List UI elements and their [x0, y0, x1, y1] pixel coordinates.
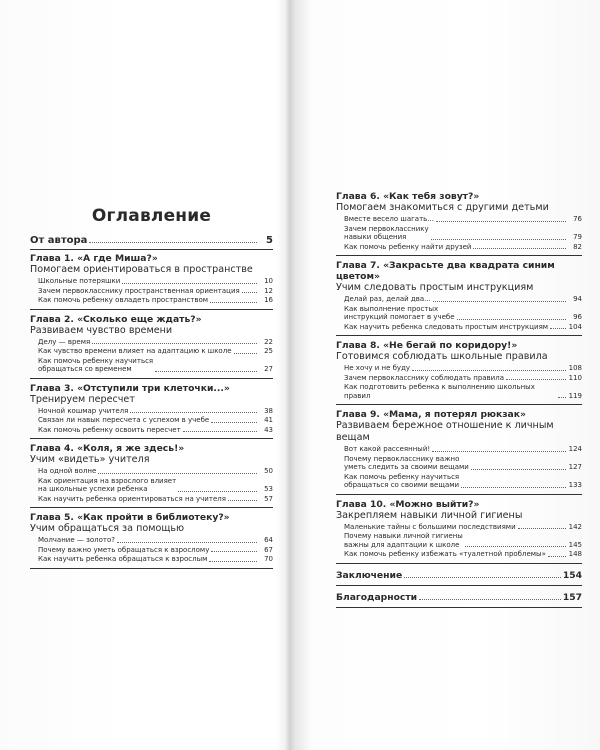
dot-leader	[89, 242, 257, 243]
chapter-subtitle: Помогаем ориентироваться в пространстве	[30, 264, 253, 275]
chapter-subtitle: Закрепляем навыки личной гигиены	[336, 509, 523, 521]
toc-entry	[336, 455, 582, 472]
toc-entry	[30, 347, 273, 356]
chapter-block	[30, 443, 273, 508]
entry-title: Делу — время	[38, 337, 91, 346]
chapter-block	[30, 383, 273, 440]
page-number: 16	[264, 296, 273, 304]
chapter-subtitle: Развиваем бережное отношение к личным вещам	[336, 420, 554, 443]
toc-entry	[336, 305, 582, 322]
chapter-title: Глава 9. «Мама, я потерял рюкзак»	[336, 409, 526, 420]
chapter-title: Глава 5. «Как пройти в библиотеку?»	[30, 512, 230, 523]
entry-title: Почему навыки личной гигиены важны для адаптации к школе	[344, 532, 463, 549]
chapter-subtitle: Учим обращаться за помощью	[30, 523, 185, 534]
right-chapter-list	[336, 191, 582, 564]
toc-entry	[30, 277, 273, 286]
page-number: 79	[573, 233, 582, 241]
toc-entry	[30, 426, 273, 435]
page-number: 104	[568, 322, 582, 331]
author-entry	[30, 235, 273, 250]
chapter-title: Глава 10. «Можно выйти?»	[336, 498, 480, 510]
page-number: 41	[264, 416, 273, 424]
toc-entry	[336, 295, 582, 304]
toc-title: Оглавление	[91, 206, 212, 226]
chapter-block	[336, 499, 582, 564]
entry-title: Как помочь ребенку найти друзей	[344, 242, 472, 251]
chapter-block	[336, 409, 582, 495]
entry-title: Зачем первокласснику пространственная ориентация	[38, 286, 240, 295]
toc-entry	[30, 467, 273, 476]
dot-leader	[92, 343, 257, 344]
page-number: 25	[264, 347, 273, 355]
page-number: 127	[568, 463, 582, 471]
dot-leader	[98, 473, 257, 474]
chapter-subtitle: Тренируем пересчет	[30, 393, 135, 405]
chapter-block	[30, 253, 273, 310]
chapter-title: Глава 4. «Коля, я же здесь!»	[30, 443, 185, 454]
dot-leader	[183, 431, 257, 432]
page-number: 53	[264, 485, 273, 493]
toc-entry	[336, 445, 582, 454]
entry-title: Школьные потеряшки	[38, 277, 121, 285]
chapter-subtitle: Помогаем знакомиться с другими детьми	[336, 202, 549, 213]
chapter-block	[336, 340, 582, 405]
chapter-title: Глава 8. «Не бегай по коридору!»	[336, 340, 518, 351]
page-number: 22	[264, 337, 273, 346]
dot-leader	[404, 577, 561, 578]
toc-entry	[30, 555, 273, 564]
dot-leader	[461, 487, 566, 488]
toc-entry	[30, 416, 273, 425]
entry-title: Как научить ребенка ориентироваться на учителя	[38, 494, 226, 503]
dot-leader	[228, 500, 257, 501]
page-number: 50	[264, 467, 273, 475]
dot-leader	[155, 371, 257, 372]
entry-title: Как ориентация на взрослого влияет на школьные успехи ребенка	[38, 476, 177, 493]
chapter-title: Глава 6. «Как тебя зовут?»	[336, 191, 480, 202]
page-number: 43	[264, 425, 273, 434]
dot-leader	[550, 328, 566, 329]
toc-entry	[30, 546, 273, 555]
thanks-label: Благодарности	[336, 591, 418, 603]
page-number: 5	[266, 235, 273, 246]
toc-entry	[336, 225, 582, 242]
page-number: 148	[568, 550, 582, 558]
entry-title: Как помочь ребенку научиться обращаться со временем	[38, 356, 154, 373]
toc-entry	[30, 338, 273, 347]
chapter-title: Глава 1. «А где Миша?»	[30, 253, 158, 264]
dot-leader	[130, 412, 257, 413]
dot-leader	[548, 556, 566, 557]
page-number: 133	[568, 481, 582, 489]
chapter-title: Глава 7. «Закрасьте два квадрата синим цветом»	[336, 260, 555, 282]
chapter-subtitle: Учим следовать простым инструкциям	[336, 282, 534, 293]
chapter-subtitle: Развиваем чувство времени	[30, 324, 173, 336]
entry-title: Связан ли навык пересчета с успехом в учебе	[38, 416, 210, 424]
entry-title: Как научить ребенка обращаться к взрослым	[38, 555, 208, 563]
dot-leader	[457, 319, 566, 320]
entry-title: Как помочь ребенку избежать «туалетной проблемы»	[344, 550, 546, 558]
page-number: 108	[568, 364, 582, 372]
toc-entry	[30, 536, 273, 545]
dot-leader	[506, 379, 566, 380]
dot-leader	[436, 221, 566, 222]
page-number: 38	[264, 406, 273, 415]
page-number: 124	[568, 445, 582, 453]
dot-leader	[432, 451, 566, 452]
entry-title: Как помочь ребенку овладеть пространством	[38, 296, 209, 304]
toc-entry	[30, 357, 273, 374]
dot-leader	[211, 551, 257, 552]
page-number: 157	[562, 591, 582, 603]
entry-title: Как выполнение простых инструкций помогает в учебе	[344, 304, 455, 321]
page-number: 110	[568, 373, 582, 382]
dot-leader	[234, 353, 258, 354]
toc-entry	[336, 383, 582, 400]
page-number: 145	[568, 540, 582, 549]
dot-leader	[209, 561, 257, 562]
entry-title: Делай раз, делай два...	[344, 295, 431, 303]
chapter-subtitle: Учим «видеть» учителя	[30, 454, 150, 465]
entry-title: Молчание — золото?	[38, 536, 115, 544]
toc-entry	[336, 323, 582, 332]
page-number: 76	[573, 215, 582, 223]
toc-entry	[336, 532, 582, 549]
dot-leader	[412, 370, 566, 371]
dot-leader	[419, 599, 561, 600]
entry-title: Как научить ребенка следовать простым инструкциям	[344, 322, 549, 331]
right-page	[336, 191, 582, 612]
conclusion-label: Заключение	[336, 569, 403, 581]
toc-entry	[336, 473, 582, 490]
page-number: 94	[573, 295, 582, 303]
toc-entry	[30, 477, 273, 494]
entry-title: Почему важно уметь обращаться к взрослому	[38, 545, 210, 554]
chapter-block	[30, 314, 273, 379]
page-number: 142	[568, 522, 582, 531]
entry-title: Не хочу и не буду	[344, 364, 411, 372]
entry-title: Как помочь ребенку научиться обращаться со своими вещами	[344, 472, 460, 489]
chapter-title: Глава 3. «Отступили три клеточки...»	[30, 382, 230, 394]
toc-entry	[30, 296, 273, 305]
dot-leader	[210, 302, 257, 303]
entry-title: Вместе весело шагать...	[344, 215, 434, 223]
toc-entry	[30, 495, 273, 504]
entry-title: Как помочь ребенку освоить пересчет	[38, 425, 181, 434]
left-chapter-list	[30, 253, 273, 569]
toc-entry	[336, 523, 582, 532]
page-number: 82	[573, 242, 582, 251]
page-number: 12	[264, 286, 273, 295]
page-number: 96	[573, 313, 582, 321]
dot-leader	[433, 301, 566, 302]
toc-entry	[336, 374, 582, 383]
entry-title: Как подготовить ребенка к выполнению школьных правил	[344, 383, 535, 400]
entry-title: Вот какой рассеянный!	[344, 445, 431, 453]
dot-leader	[518, 528, 566, 529]
entry-title: Ночной кошмар учителя	[38, 406, 129, 415]
chapter-block	[336, 260, 582, 336]
author-label: От автора	[30, 235, 88, 246]
entry-title: Маленькие тайны с большими последствиями	[344, 522, 516, 531]
dot-leader	[558, 397, 566, 398]
dot-leader	[122, 283, 257, 284]
entry-title: Как чувство времени влияет на адаптацию к школе	[38, 347, 232, 355]
dot-leader	[178, 491, 257, 492]
dot-leader	[117, 542, 257, 543]
entry-title: Зачем первокласснику соблюдать правила	[344, 373, 504, 382]
dot-leader	[211, 422, 257, 423]
chapter-block	[336, 191, 582, 256]
toc-entry	[336, 243, 582, 252]
page-number: 27	[264, 365, 273, 373]
chapter-subtitle: Готовимся соблюдать школьные правила	[336, 351, 548, 362]
page-number: 70	[264, 555, 273, 563]
page-number: 64	[264, 536, 273, 544]
entry-title: На одной волне	[38, 467, 97, 475]
conclusion-entry	[336, 568, 582, 586]
page-number: 57	[264, 494, 273, 503]
page-number: 154	[562, 569, 582, 581]
left-page	[30, 206, 273, 573]
chapter-block	[30, 512, 273, 569]
dot-leader	[465, 546, 566, 547]
dot-leader	[473, 248, 566, 249]
dot-leader	[471, 469, 566, 470]
dot-leader	[242, 292, 257, 293]
page-number: 10	[264, 277, 273, 285]
toc-entry	[30, 407, 273, 416]
toc-entry	[336, 215, 582, 224]
page-number: 67	[264, 545, 273, 554]
entry-title: Почему первокласснику важно уметь следить за своими вещами	[344, 454, 469, 471]
toc-entry	[30, 287, 273, 296]
toc-entry	[336, 364, 582, 373]
dot-leader	[431, 239, 566, 240]
toc-entry	[336, 550, 582, 559]
entry-title: Зачем первокласснику навыки общения	[344, 224, 429, 241]
chapter-title: Глава 2. «Сколько еще ждать?»	[30, 313, 202, 325]
page-number: 119	[568, 391, 582, 400]
thanks-entry	[336, 590, 582, 608]
